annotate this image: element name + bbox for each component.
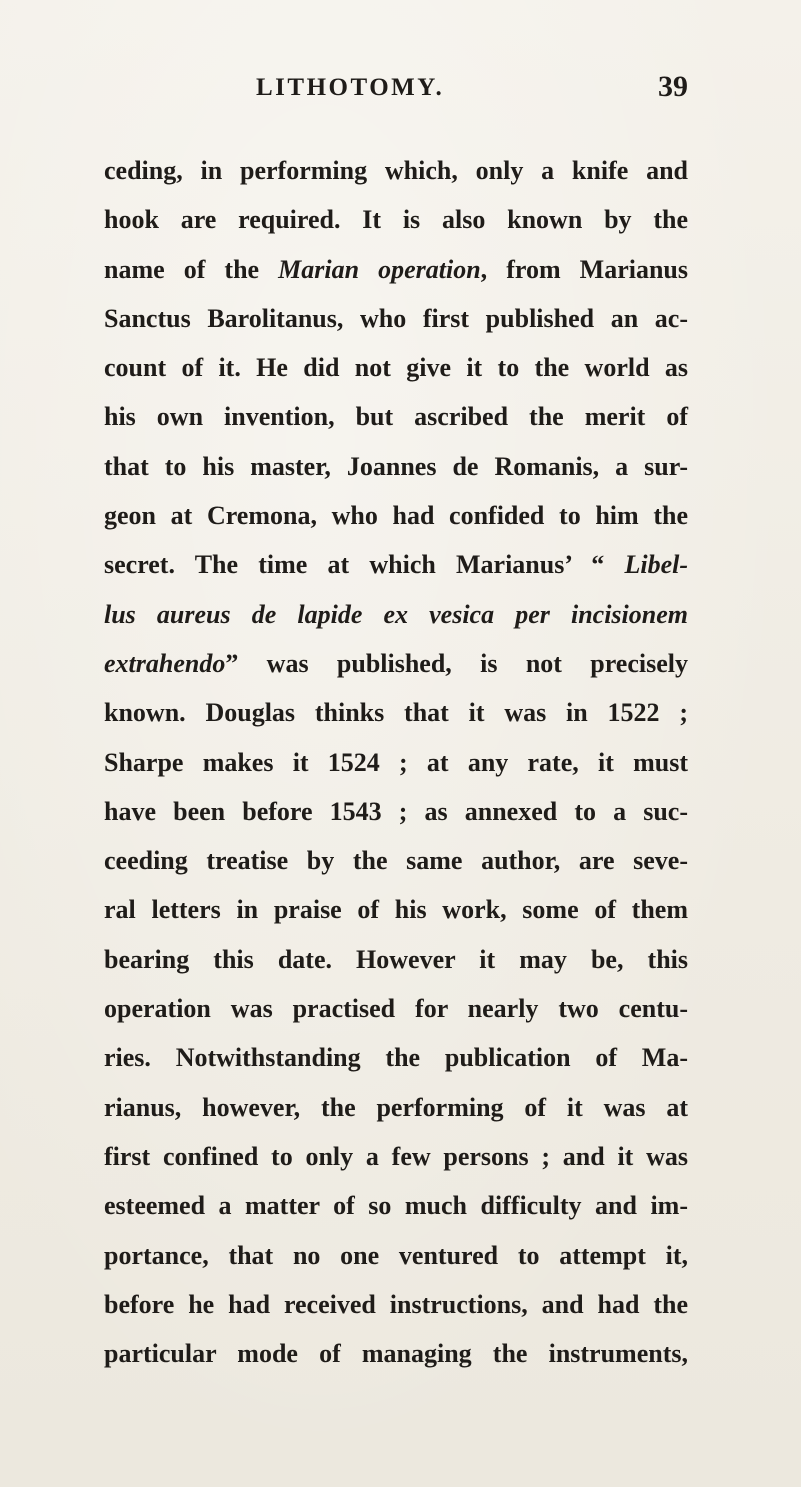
text-line: secret. The time at which Marianus’ “ Libel-: [104, 550, 688, 580]
running-title: LITHOTOMY.: [256, 74, 445, 101]
text-line: ceeding treatise by the same author, are seve-: [104, 846, 688, 876]
text-line: count of it. He did not give it to the world as: [104, 353, 688, 383]
text-line: portance, that no one ventured to attempt it,: [104, 1240, 688, 1270]
text-line: that to his master, Joannes de Romanis, a sur-: [104, 451, 688, 481]
text-line: operation was practised for nearly two centu-: [104, 994, 688, 1024]
text-line: name of the Marian operation, from Marianus: [104, 254, 688, 284]
text-line: ries. Notwithstanding the publication of Ma-: [104, 1043, 688, 1073]
text-line: have been before 1543 ; as annexed to a suc-: [104, 796, 688, 826]
text-line: particular mode of managing the instruments,: [104, 1339, 688, 1369]
text-line: ceding, in performing which, only a knife and: [104, 156, 688, 185]
text-line: hook are required. It is also known by the: [104, 205, 688, 235]
text-line: Sanctus Barolitanus, who first published an ac-: [104, 303, 688, 333]
text-line: geon at Cremona, who had confided to him the: [104, 501, 688, 531]
page-number: 39: [658, 70, 688, 103]
text-line: bearing this date. However it may be, this: [104, 944, 688, 974]
text-line: first confined to only a few persons ; and it was: [104, 1141, 688, 1171]
italic-title: lus aureus de lapide ex vesica per incisionem: [104, 599, 688, 629]
text-line: rianus, however, the performing of it was at: [104, 1092, 688, 1122]
italic-title: extrahendo: [104, 648, 226, 678]
text-line: Sharpe makes it 1524 ; at any rate, it must: [104, 747, 688, 777]
text-line: esteemed a matter of so much difficulty and im-: [104, 1191, 688, 1221]
text-line: before he had received instructions, and had the: [104, 1289, 688, 1319]
text-line: [104, 590, 688, 639]
text-line: his own invention, but ascribed the merit of: [104, 402, 688, 432]
italic-phrase: Marian operation: [278, 254, 481, 284]
page-header: [104, 70, 688, 118]
text-line: known. Douglas thinks that it was in 1522 ;: [104, 698, 688, 728]
italic-title: Libel-: [624, 550, 688, 580]
text-line: extrahendo” was published, is not precisely: [104, 648, 688, 678]
text-line: ral letters in praise of his work, some of them: [104, 895, 688, 925]
body-text: [104, 146, 688, 1378]
